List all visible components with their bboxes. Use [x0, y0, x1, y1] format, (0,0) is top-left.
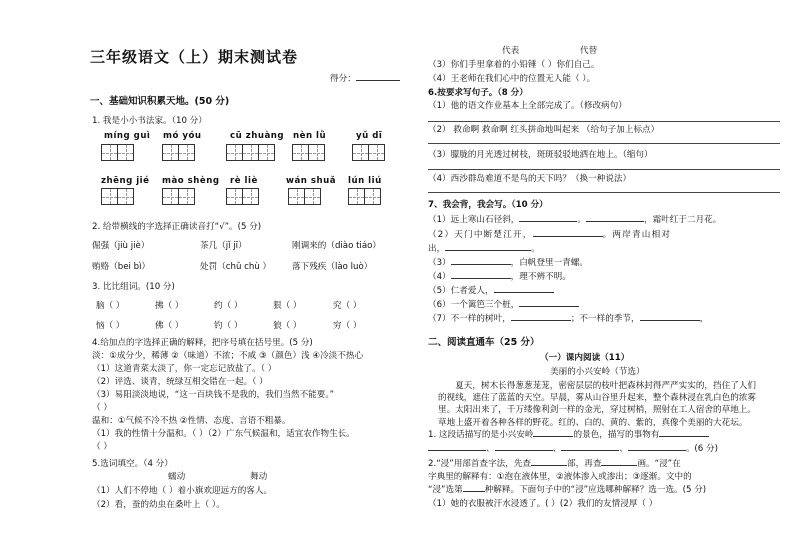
q7-line[interactable]: （1）远上寒山石径斜， 。 ，霜叶红于二月花。 — [428, 215, 722, 225]
reading-q2-text: “浸”选第 — [428, 485, 463, 495]
q3-item[interactable]: 脑（ ） — [96, 301, 125, 311]
passage-title: 美丽的小兴安岭（节选） — [550, 367, 645, 377]
pinyin: mó yóu — [163, 131, 202, 141]
writing-grid[interactable] — [162, 144, 194, 161]
reading-q1-text: 、 — [486, 444, 495, 454]
q7-text: （2）天门中断楚江开， — [428, 230, 533, 240]
q5-word: 舞动 — [250, 472, 268, 482]
reading-q1-text: 。(6 分) — [685, 444, 718, 454]
q2-item[interactable]: 茶几（jǐ jī） — [200, 241, 247, 251]
q5-line[interactable]: （3）你们手里拿着的小铅锤（ ）你们自己。 — [428, 60, 600, 70]
writing-grid[interactable] — [288, 188, 320, 205]
q2-item[interactable]: 刚调来的（diào tiáo） — [292, 241, 381, 251]
q7-text: ，霜叶红于二月花。 — [644, 215, 722, 225]
q3-item[interactable]: 佛（ ） — [155, 321, 184, 331]
q4-line[interactable]: （3）易阳淡淡地说，“这一百块钱不是我的，我们当然不能要。” — [92, 390, 335, 400]
q5-line[interactable]: （1）人们不停地（ ）着小旗欢迎远方的客人。 — [92, 486, 273, 496]
passage-text: 夏天，树木长得葱葱茏茏，密密层层的枝叶把森林封得严严实实的，挡住了人们的视线，遮住了蓝蓝的天空。早晨，雾从山谷里升起来，整个森林浸在乳白色的浓雾里。太阳出来了，千万缕像利剑一样的金光，穿过树梢，照射在工人宿舍的草地上。草地上盛开着各种各样的野花。红的、白的、黄的、紫的，真像个美丽的大花坛。 — [438, 381, 756, 428]
writing-grid[interactable] — [352, 144, 384, 161]
section-reading-heading: 二、阅读直通车（25 分） — [428, 337, 540, 348]
writing-grid[interactable] — [348, 188, 380, 205]
writing-grid[interactable] — [292, 144, 324, 161]
q4-line[interactable]: （ ） — [92, 403, 112, 413]
answer-line[interactable] — [428, 192, 780, 193]
q4-prompt: 4.给加点的字选择正确的解释，把序号填在括号里。(5 分) — [92, 338, 313, 348]
reading-q2[interactable] — [428, 485, 706, 496]
q2-prompt: 2. 给带横线的字选择正确读音打“√”。(5 分) — [92, 222, 262, 232]
reading-q2-text[interactable]: （1）她的衣服被汗水浸透了。( ）(2）我们的友情浸厚（ ） — [428, 499, 658, 509]
q3-item[interactable]: 究（ ） — [333, 301, 362, 311]
q3-item[interactable]: 狼（ ） — [273, 321, 302, 331]
writing-grid[interactable] — [162, 188, 194, 205]
writing-grid[interactable] — [101, 188, 133, 205]
q3-item[interactable]: 约（ ） — [214, 301, 243, 311]
q4-line[interactable]: （1）这道青菜太淡了，你一定忘记放盐了。（ ） — [92, 364, 277, 374]
q7-line[interactable] — [428, 230, 671, 241]
pinyin: yǔ dī — [356, 131, 383, 141]
q6-prompt: 6.按要求写句子。（8 分） — [428, 88, 528, 98]
reading-q1-text: 、 — [619, 444, 628, 454]
q3-prompt: 3. 比比组词。(10 分) — [92, 282, 175, 292]
reading-q1-text: 、 — [552, 444, 562, 454]
q3-item[interactable]: 穷（ ） — [333, 321, 362, 331]
q3-item[interactable]: 狠（ ） — [273, 301, 302, 311]
score-label: 得分： — [330, 74, 356, 84]
q7-line[interactable]: （7）不一样的树叶， ；不一样的季节， ， — [428, 314, 709, 324]
reading-q2-text: 字典里的解释有：①泡在液体里，②液体渗入或渗出；③逐渐。文中的 — [428, 472, 692, 482]
q6-sentence: （4）西沙群岛难道不是鸟的天下吗？（换一种说法） — [428, 174, 632, 184]
q3-item[interactable]: 恼（ ） — [96, 321, 125, 331]
q7-line[interactable]: （4） ，理不辨不明。 — [428, 272, 571, 282]
q7-text: ，理不辨不明。 — [510, 272, 571, 282]
q2-item[interactable]: 贿赂（bei bì） — [92, 262, 151, 272]
section-basic-heading: 一、基础知识积累天地。(50 分) — [90, 96, 230, 107]
pinyin: zhēng jié — [101, 176, 150, 186]
q7-text: （5）仁者爱人， — [428, 286, 494, 296]
q7-text: 出， — [428, 244, 446, 254]
q7-line[interactable]: 出， 。 — [428, 244, 540, 254]
q5-word: 蠕动 — [168, 472, 186, 482]
reading-subheading: （一）课内阅读（11） — [540, 353, 630, 363]
right-column — [410, 0, 794, 560]
pinyin: nèn lǜ — [293, 131, 327, 141]
q3-item[interactable]: 钓（ ） — [214, 321, 243, 331]
q7-text: （7）不一样的树叶， — [428, 314, 511, 324]
answer-line[interactable] — [428, 169, 780, 170]
q2-item[interactable]: 落下残疾（lào luò） — [292, 262, 373, 272]
q2-item[interactable]: 处罚（chǔ chù ） — [200, 262, 272, 272]
q5-prompt: 5.选词填空。（4 分） — [92, 459, 173, 469]
q4-line[interactable]: （2）评选、谈青，统绿互相交错在一起。（ ） — [92, 377, 268, 387]
q6-sentence: （2） 救命啊 救命啊 红头拼命地叫起来 （给句子加上标点） — [428, 125, 660, 135]
q2-item[interactable]: 倔强（jiù jiè） — [92, 241, 150, 251]
writing-grid[interactable] — [226, 144, 274, 161]
reading-q1-text: 的景色，描写的事物有 — [573, 430, 660, 440]
reading-q1-text: 1. 这段话描写的是小兴安岭 — [428, 430, 534, 440]
q5-line[interactable]: （4）王老师在我们心中的位置无人能（ ）。 — [428, 74, 596, 84]
q7-text: （6）一个篱笆三个桩， — [428, 300, 520, 310]
q7-text: 。两岸青山相对 — [602, 230, 672, 240]
q6-sentence: （1）他的语文作业基本上全部完成了。（修改病句） — [428, 101, 627, 111]
q7-line[interactable] — [428, 286, 554, 297]
q4-line: 温和：①气候不冷不热 ②性情、态度、言语不粗暴。 — [92, 416, 291, 426]
q7-text: （1）远上寒山石径斜， — [428, 215, 520, 225]
reading-q2-text: 2.“浸”用部首查字法，先查 — [428, 459, 532, 469]
reading-q1[interactable] — [428, 430, 709, 441]
q5-word: 代表 — [502, 46, 520, 56]
pinyin: cū zhuàng — [230, 131, 285, 141]
reading-q2-text: 画。“浸”在 — [637, 459, 681, 469]
q7-text: ，白帆登里一青螺。 — [510, 258, 589, 268]
q3-item[interactable]: 拂（ ） — [155, 301, 184, 311]
pinyin: wán shuǎ — [286, 176, 336, 186]
q6-sentence: （3）朦胧的月光透过树枝，斑斑驳驳地洒在地上。（缩句） — [428, 150, 653, 160]
pinyin: lún liú — [348, 176, 382, 186]
q7-prompt: 7、我会背，我会写。（10 分） — [428, 200, 548, 210]
page-title: 三年级语文（上）期末测试卷 — [90, 48, 299, 66]
q5-line[interactable]: （2）看，蚕的幼虫在桑叶上（ ）。 — [92, 500, 225, 510]
q4-line[interactable]: （1）我的性情十分温和。（ ）（2）广东气候温和，适宜农作物生长。 — [92, 429, 355, 439]
q7-text: ；不一样的季节， — [570, 314, 640, 324]
reading-q2-text: 部，再查 — [567, 459, 602, 469]
q4-line[interactable]: （ ） — [92, 442, 112, 452]
pinyin: míng guì — [104, 131, 151, 141]
q5-word: 代替 — [580, 46, 598, 56]
writing-grid[interactable] — [101, 144, 133, 161]
q7-line[interactable]: （3） ，白帆登里一青螺。 — [428, 258, 589, 268]
pinyin: rè liè — [230, 176, 258, 186]
score-field[interactable] — [330, 74, 400, 85]
pinyin: mào shèng — [162, 176, 220, 186]
reading-q2-text: 种解释。下面句子中的“浸”应选哪种解释？选一选。(5 分) — [484, 485, 707, 495]
answer-line[interactable] — [428, 143, 780, 144]
q7-line[interactable] — [428, 300, 579, 311]
reading-q1-blanks[interactable] — [428, 444, 718, 455]
writing-grid[interactable] — [226, 188, 258, 205]
reading-q2[interactable] — [428, 459, 681, 470]
answer-line[interactable] — [428, 121, 780, 122]
q4-line: 淡：①成分少，稀薄 ②（味道）不浓；不咸 ③（颜色）浅 ④冷淡不热心 — [92, 351, 364, 361]
q1-prompt: 1. 我是小小书法家。（10 分） — [92, 116, 207, 126]
